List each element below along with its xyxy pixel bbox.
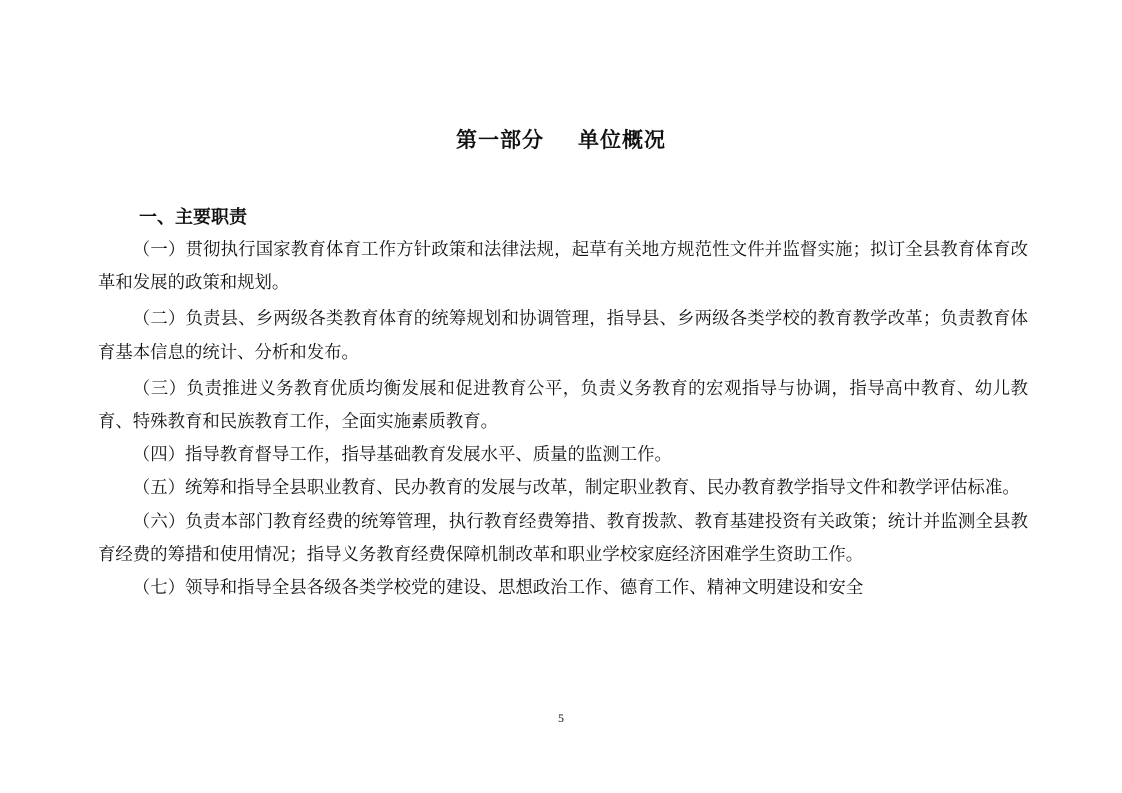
paragraph-duty-5: （五）统筹和指导全县职业教育、民办教育的发展与改革，制定职业教育、民办教育教学指导文件和教学评估标准。 <box>132 478 1020 499</box>
paragraph-duty-6: （六）负责本部门教育经费的统筹管理，执行教育经费筹措、教育拨款、教育基建投资有关政策；统计并监测全县教育经费的筹措和使用情况；指导义务教育经费保障机制改革和职业学校家庭经济困难学生资助工作。 <box>98 511 1028 565</box>
part-title <box>0 124 1122 156</box>
paragraph-duty-3: （三）负责推进义务教育优质均衡发展和促进教育公平，负责义务教育的宏观指导与协调，指导高中教育、幼儿教育、特殊教育和民族教育工作，全面实施素质教育。 <box>98 378 1028 433</box>
section-heading: 一、主要职责 <box>139 207 247 228</box>
part-title-part: 第一部分 <box>456 128 544 152</box>
paragraph-duty-1: （一）贯彻执行国家教育体育工作方针政策和法律法规，起草有关地方规范性文件并监督实施；拟订全县教育体育改革和发展的政策和规划。 <box>98 240 1028 294</box>
page-number: 5 <box>558 711 564 725</box>
paragraph-duty-2: （二）负责县、乡两级各类教育体育的统筹规划和协调管理，指导县、乡两级各类学校的教育教学改革；负责教育体育基本信息的统计、分析和发布。 <box>98 309 1028 363</box>
paragraph-duty-4: （四）指导教育督导工作，指导基础教育发展水平、质量的监测工作。 <box>132 445 672 466</box>
body-text <box>98 234 1028 605</box>
part-title-name: 单位概况 <box>578 128 666 152</box>
paragraph-duty-7: （七）领导和指导全县各级各类学校党的建设、思想政治工作、德育工作、精神文明建设和安全 <box>132 578 864 599</box>
